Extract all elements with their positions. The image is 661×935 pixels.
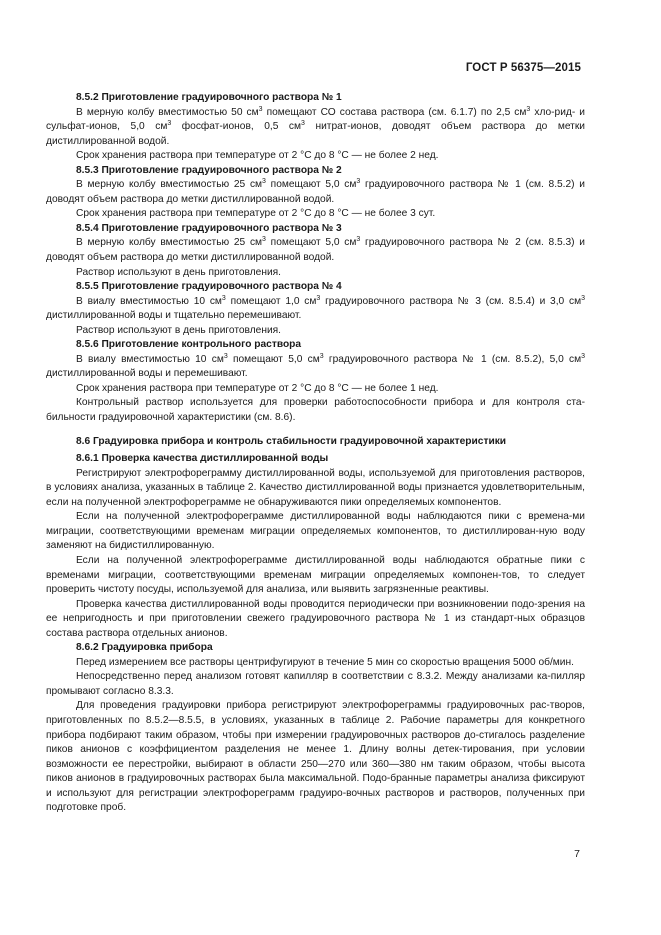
heading-8-6: 8.6 Градуировка прибора и контроль стабильности градуировочной характеристики [76,435,507,447]
paragraph: В мерную колбу вместимостью 50 $см^3$ помещают СО состава раствора (см. 6.1.7) по 2,5 $см^3$ хло-рид- и сульфат-ионов, 5,0 $см^3$ фосфат-ионов, 0,5 $см^3$ нитрат-ионов, доводят объем раствора до метки дистиллированной водой. [46,105,585,147]
paragraph: Срок хранения раствора при температуре от 2 °С до 8 °С — не более 3 сут. [76,208,436,220]
paragraph: Непосредственно перед анализом готовят капилляр в соответствии с 8.3.2. Между анализами ка-пилляр промывают согласно 8.3.3. [46,671,585,697]
page-number: 7 [574,848,580,860]
document-body [46,91,585,816]
paragraph: Раствор используют в день приготовления. [76,324,281,336]
heading-8-5-3: 8.5.3 Приготовление градуировочного раствора № 2 [76,164,342,176]
paragraph: В виалу вместимостью 10 $см^3$ помещают 1,0 $см^3$ градуировочного раствора № 3 (см. 8.5.4) и 3,0 $см^3$ дистиллированной воды и тщательно перемешивают. [46,294,585,322]
paragraph: Если на полученной электрофореграмме дистиллированной воды наблюдаются пики с времена-ми миграции, соответствующими временам миграции определяемых компонентов, то дистиллирован-ную воду заменяют на бидистиллированную. [46,511,585,552]
heading-8-5-5: 8.5.5 Приготовление градуировочного раствора № 4 [76,281,342,293]
paragraph: Срок хранения раствора при температуре от 2 °С до 8 °С — не более 2 нед. [76,150,439,162]
paragraph: В мерную колбу вместимостью 25 $см^3$ помещают 5,0 $см^3$ градуировочного раствора № 1 (см. 8.5.2) и доводят объем раствора до метки дистиллированной водой. [46,178,585,205]
paragraph: Если на полученной электрофореграмме дистиллированной воды наблюдаются обратные пики с временами миграции, соответствующими временам миграции определяемых компонен-тов, то следует проверить чистоту посуды, используемой для анализа, или выявить загрязненные реактивы. [46,554,585,596]
heading-8-6-1: 8.6.1 Проверка качества дистиллированной воды [76,453,329,465]
heading-8-5-4: 8.5.4 Приготовление градуировочного раствора № 3 [76,222,342,234]
paragraph: Срок хранения раствора при температуре от 2 °С до 8 °С — не более 1 нед. [76,382,439,394]
paragraph: В виалу вместимостью 10 $см^3$ помещают 5,0 $см^3$ градуировочного раствора № 1 (см. 8.5.2), 5,0 $см^3$ дистиллированной воды и перемешивают. [46,352,585,380]
paragraph: Для проведения градуировки прибора регистрируют электрофореграммы градуировочных рас-творов, приготовленных по 8.5.2—8.5.5, в условиях, указанных в таблице 2. Рабочие параметры для конкретного прибора подбирают таким образом, чтобы при измерении градуировочных растворов до-стигалось разделение пиков анионов с коэффициентом разделения не менее 1. Длину волны детек-тирования, при условии возможности ее перестройки, выбирают в области 250—270 или 360—380 нм таким образом, чтобы высота пиков анионов в градуировочных растворах была максимальной. Подо-бранные параметры анализа фиксируют и используют для регистрации электрофореграмм градуиро-вочных растворов и растворов, полученных при подготовке проб. [46,700,585,814]
paragraph: Проверка качества дистиллированной воды проводится периодически при возникновении подо-зрения на ее непригодность и при приготовлении свежего градуировочного раствора № 1 из стандарт-ных образцов состава раствора отдельных анионов. [46,598,585,639]
standard-header: ГОСТ Р 56375—2015 [465,62,581,74]
paragraph: В мерную колбу вместимостью 25 $см^3$ помещают 5,0 $см^3$ градуировочного раствора № 2 (см. 8.5.3) и доводят объем раствора до метки дистиллированной водой. [46,236,585,264]
heading-8-6-2: 8.6.2 Градуировка прибора [76,642,213,654]
paragraph: Регистрируют электрофореграмму дистиллированной воды, используемой для приготовления растворов, в условиях анализа, указанных в таблице 2. Качество дистиллированной воды признается удовлетворительным, если на полученной электрофореграмме не обнаруживаются пики определяемых компонентов. [46,467,585,508]
heading-8-5-6: 8.5.6 Приготовление контрольного раствора [76,339,302,351]
heading-8-5-2: 8.5.2 Приготовление градуировочного раствора № 1 [76,92,342,103]
paragraph: Раствор используют в день приготовления. [76,266,281,278]
paragraph: Контрольный раствор используется для проверки работоспособности прибора и для контроля ста-бильности градуировочной характеристики (см. 8.6). [46,397,585,424]
paragraph: Перед измерением все растворы центрифугируют в течение 5 мин со скоростью вращения 5000 об/мин. [76,656,574,668]
